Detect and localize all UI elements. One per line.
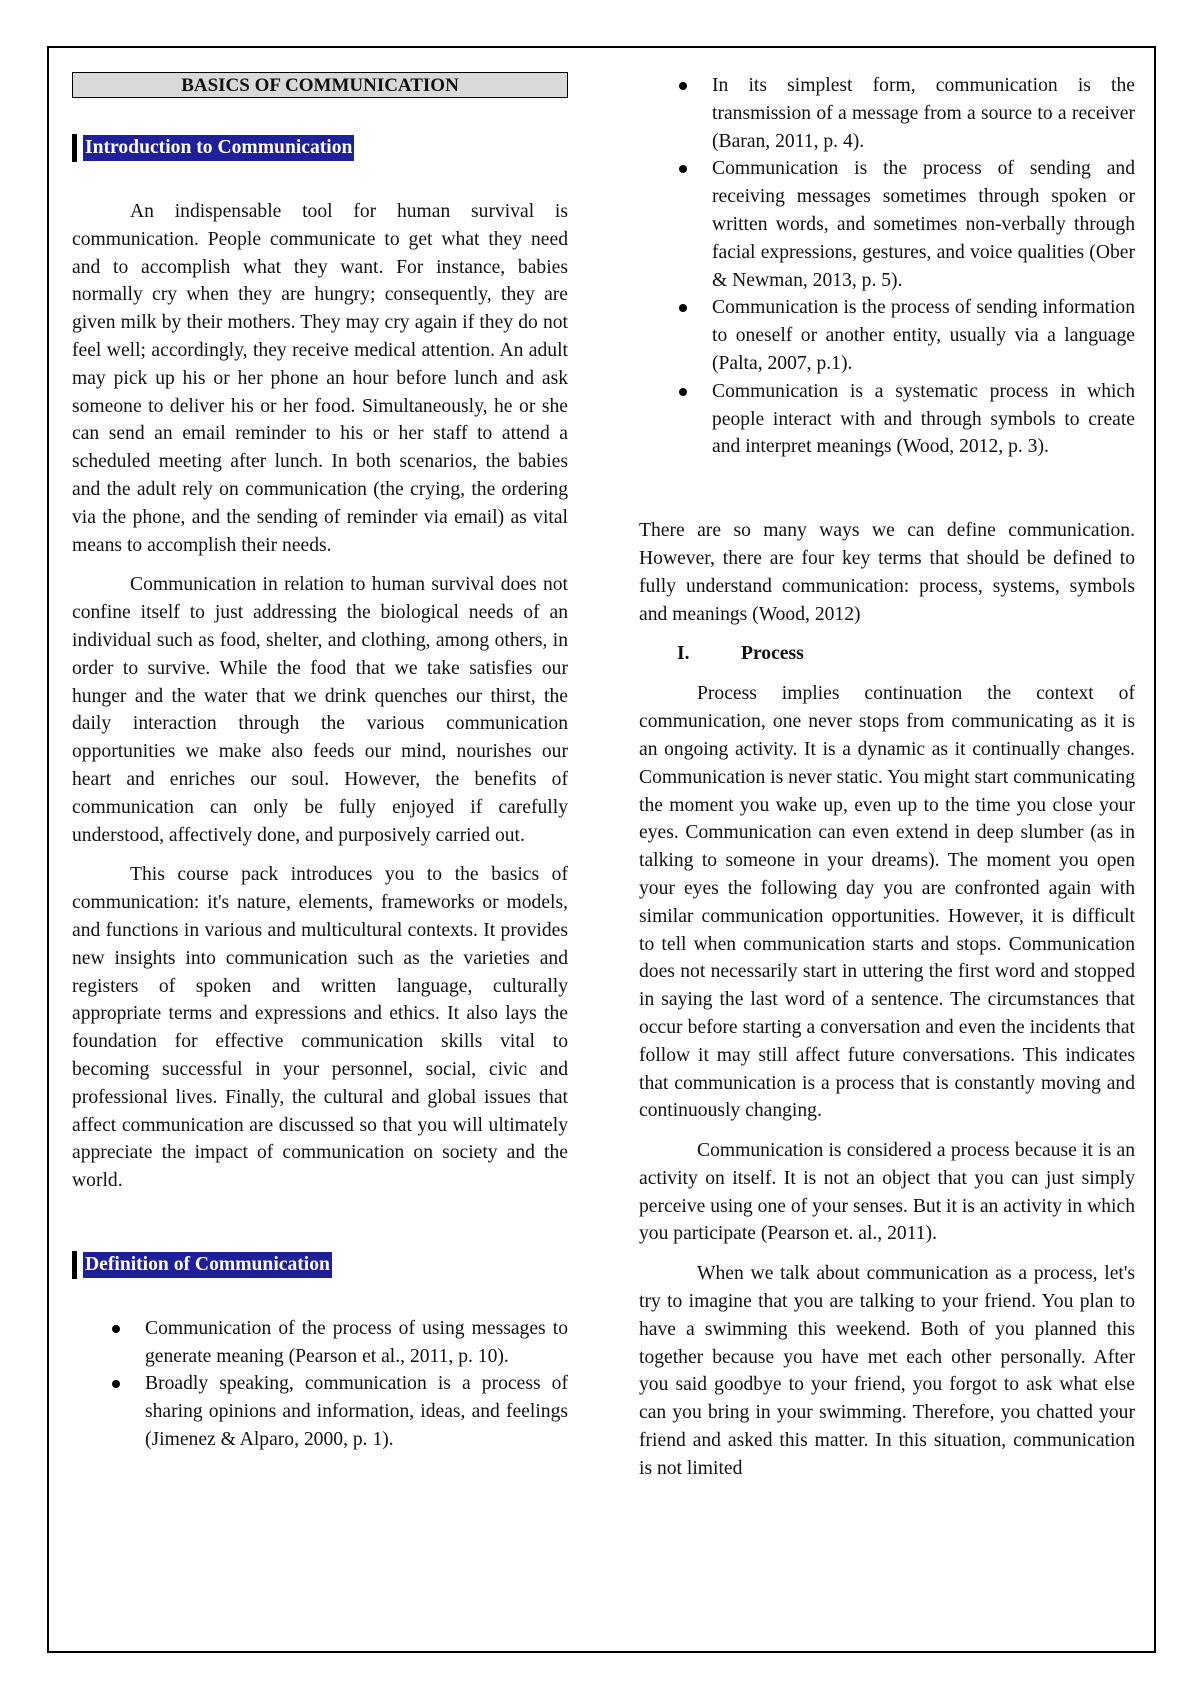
definition-heading bbox=[72, 1251, 568, 1279]
process-heading bbox=[639, 640, 1135, 668]
process-paragraph-1: Process implies continuation the context of communication, one never stops from communicating as it is an ongoing activity. It is a dynamic as it continually changes. Communication is never static. You might start communicating the moment you wake up, even up to the time you close your eyes. Communication can even extend in deep slumber (as in talking to someone in your dreams). The moment you open your eyes the following day you are confronted again with similar communication opportunities. However, it is difficult to tell when communication starts and stops. Communication does not necessarily start in uttering the first word and stopped in saying the last word of a sentence. The circumstances that occur before starting a conversation and even the incidents that follow it may still affect future conversations. This indicates that communication is a process that is constantly moving and continuously changing. bbox=[639, 683, 1135, 1122]
definition-item: Broadly speaking, communication is a process of sharing opinions and information, ideas, and feelings (Jimenez & Alparo, 2000, p. 1). bbox=[72, 1370, 568, 1453]
process-paragraph-2: Communication is considered a process because it is an activity on itself. It is not an object that you can just simply perceive using one of your senses. But it is an activity in which you participate (Pearson et. al., 2011). bbox=[639, 1140, 1135, 1245]
key-terms-paragraph: There are so many ways we can define communication. However, there are four key terms that should be defined to fully understand communication: process, systems, symbols and meanings (Wood, 2012) bbox=[639, 520, 1135, 625]
heading-marker bbox=[72, 1251, 77, 1279]
document-title: BASICS OF COMMUNICATION bbox=[72, 72, 568, 98]
definition-heading-label: Definition of Communication bbox=[83, 1252, 332, 1278]
heading-marker bbox=[72, 134, 77, 162]
left-column bbox=[72, 72, 568, 1454]
process-paragraph-3: When we talk about communication as a process, let's try to imagine that you are talking to your friend. You plan to have a swimming this weekend. Both of you planned this together because you have met each other personally. After you said goodbye to your friend, you forgot to ask what else can you bring in your swimming. Therefore, you chatted your friend and asked this matter. In this situation, communication is not limited bbox=[639, 1263, 1135, 1479]
definition-list-left bbox=[72, 1315, 568, 1454]
process-number: I. bbox=[677, 643, 690, 665]
intro-heading bbox=[72, 134, 568, 162]
definition-item: Communication is a systematic process in which people interact with and through symbols to create and interpret meanings (Wood, 2012, p. 3). bbox=[639, 378, 1135, 461]
definition-item: In its simplest form, communication is the transmission of a message from a source to a receiver (Baran, 2011, p. 4). bbox=[639, 72, 1135, 155]
process-heading-label: Process bbox=[741, 643, 804, 665]
intro-paragraph-2: Communication in relation to human survival does not confine itself to just addressing the biological needs of an individual such as food, shelter, and clothing, among others, in order to survive. While the food that we take satisfies our hunger and the water that we drink quenches our thirst, the daily interaction through the various communication opportunities we make also feeds our mind, nourishes our heart and enriches our soul. However, the benefits of communication can only be fully enjoyed if carefully understood, affectively done, and purposively carried out. bbox=[72, 574, 568, 846]
definition-item: Communication of the process of using messages to generate meaning (Pearson et al., 2011, p. 10). bbox=[72, 1315, 568, 1371]
definition-item: Communication is the process of sending information to oneself or another entity, usually via a language (Palta, 2007, p.1). bbox=[639, 294, 1135, 377]
right-column bbox=[639, 72, 1135, 1483]
intro-heading-label: Introduction to Communication bbox=[83, 135, 354, 161]
definition-list-right bbox=[639, 72, 1135, 461]
intro-paragraph-1: An indispensable tool for human survival is communication. People communicate to get what they need and to accomplish what they want. For instance, babies normally cry when they are hungry; consequently, they are given milk by their mothers. They may cry again if they do not feel well; accordingly, they receive medical attention. An adult may pick up his or her phone an hour before lunch and ask someone to deliver his or her food. Simultaneously, he or she can send an email reminder to his or her staff to attend a scheduled meeting after lunch. In both scenarios, the babies and the adult rely on communication (the crying, the ordering via the phone, and the sending of reminder via email) as vital means to accomplish their needs. bbox=[72, 201, 568, 556]
intro-paragraph-3: This course pack introduces you to the basics of communication: it's nature, elements, frameworks or models, and functions in various and multicultural contexts. It provides new insights into communication such as the varieties and registers of spoken and written language, culturally appropriate terms and expressions and ethics. It also lays the foundation for effective communication skills vital to becoming successful in your personnel, social, civic and professional lives. Finally, the cultural and global issues that affect communication are discussed so that you will ultimately appreciate the impact of communication on society and the world. bbox=[72, 864, 568, 1192]
definition-item: Communication is the process of sending and receiving messages sometimes through spoken or written words, and sometimes non-verbally through facial expressions, gestures, and voice qualities (Ober & Newman, 2013, p. 5). bbox=[639, 155, 1135, 294]
